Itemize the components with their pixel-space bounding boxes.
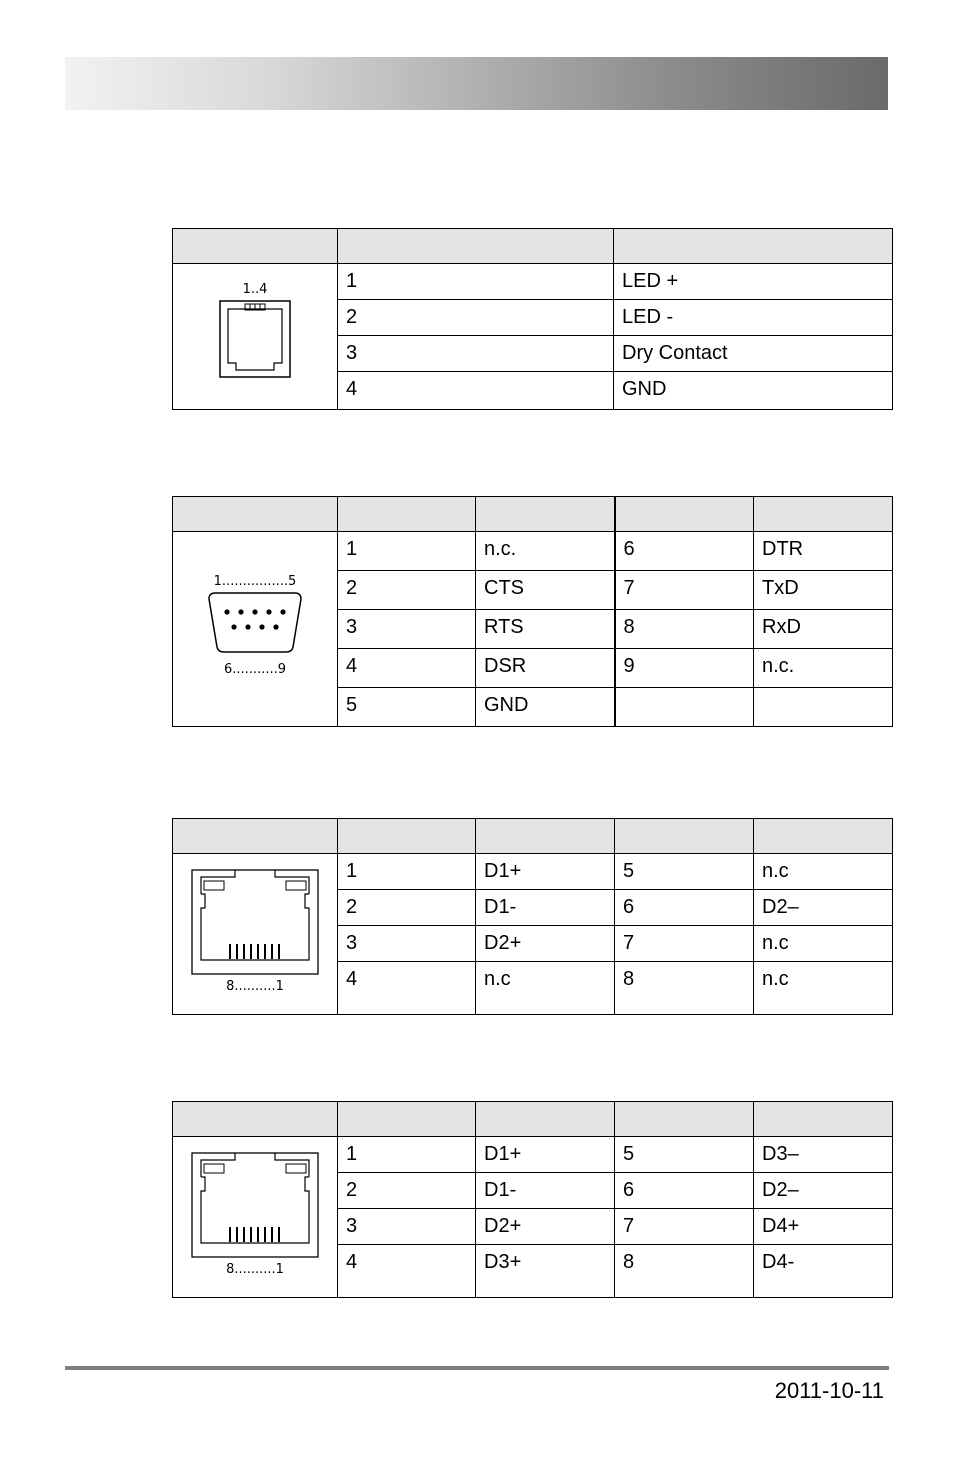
pin-signal: RTS: [476, 610, 615, 649]
pin-number: 1: [338, 1137, 476, 1173]
dsub9-pinout-table: [172, 496, 893, 727]
pin-signal: n.c.: [476, 532, 615, 571]
pin-number: 6: [615, 890, 754, 926]
pin-number: 7: [615, 926, 754, 962]
pin-signal: DTR: [754, 532, 893, 571]
pin-number: 2: [338, 300, 614, 336]
pin-signal: D2+: [476, 1209, 615, 1245]
pin-number: 2: [338, 571, 476, 610]
pin-signal: D1-: [476, 890, 615, 926]
dsub9-connector-icon: [195, 569, 315, 679]
rj11-pinout-table: [172, 228, 893, 410]
pin-number: 5: [338, 688, 476, 727]
dsub9-top-pin-label: 1................5: [213, 573, 297, 589]
pin-number: 3: [338, 610, 476, 649]
pin-number: 1: [338, 854, 476, 890]
pin-number: 2: [338, 890, 476, 926]
pin-signal: n.c: [754, 854, 893, 890]
pin-signal: Dry Contact: [614, 336, 893, 372]
pin-number: 3: [338, 336, 614, 372]
pin-number: 3: [338, 926, 476, 962]
pin-number: 6: [615, 1173, 754, 1209]
pin-number: 8: [615, 610, 754, 649]
footer-rule: [65, 1366, 889, 1370]
pin-signal: n.c: [754, 926, 893, 962]
rj11-connector-diagram: [173, 264, 338, 410]
table-row: [173, 264, 893, 300]
table-header-row: [173, 819, 893, 854]
rj45-connector-diagram: [173, 1137, 338, 1298]
rj45-pinout-table-2: [172, 1101, 893, 1298]
pin-signal: D2+: [476, 926, 615, 962]
pin-signal: n.c.: [754, 649, 893, 688]
pin-signal: D1+: [476, 1137, 615, 1173]
pin-number: 7: [615, 1209, 754, 1245]
table-row: [173, 1137, 893, 1173]
pin-number: 1: [338, 532, 476, 571]
pin-signal: D4-: [754, 1245, 893, 1298]
pin-signal: D1-: [476, 1173, 615, 1209]
rj11-pin-range-label: 1..4: [242, 282, 268, 297]
pin-number: 6: [615, 532, 754, 571]
pin-signal: D2–: [754, 890, 893, 926]
pin-number: 9: [615, 649, 754, 688]
dsub9-bottom-pin-label: 6...........9: [224, 661, 286, 677]
pin-signal: GND: [614, 372, 893, 410]
pin-number: 4: [338, 649, 476, 688]
pin-number: 2: [338, 1173, 476, 1209]
pin-number: 4: [338, 1245, 476, 1298]
pin-number: [615, 688, 754, 727]
rj45-pin-range-label: 8..........1: [226, 978, 284, 994]
pin-signal: D4+: [754, 1209, 893, 1245]
pin-number: 4: [338, 962, 476, 1015]
pin-number: 1: [338, 264, 614, 300]
pin-signal: DSR: [476, 649, 615, 688]
pin-signal: RxD: [754, 610, 893, 649]
table-header-row: [173, 497, 893, 532]
pin-number: 8: [615, 962, 754, 1015]
pin-signal: D3+: [476, 1245, 615, 1298]
pin-signal: D2–: [754, 1173, 893, 1209]
pin-signal: D1+: [476, 854, 615, 890]
rj11-connector-icon: [210, 279, 300, 383]
pin-signal: TxD: [754, 571, 893, 610]
pin-number: 5: [615, 854, 754, 890]
dsub9-connector-diagram: [173, 532, 338, 727]
pin-signal: [754, 688, 893, 727]
pin-number: 7: [615, 571, 754, 610]
pin-signal: n.c: [476, 962, 615, 1015]
footer-date: 2011-10-11: [774, 1378, 884, 1403]
pin-signal: GND: [476, 688, 615, 727]
table-row: [173, 532, 893, 571]
table-row: [173, 854, 893, 890]
pin-number: 4: [338, 372, 614, 410]
pin-signal: LED -: [614, 300, 893, 336]
rj45-connector-icon: [187, 1147, 323, 1277]
pin-signal: CTS: [476, 571, 615, 610]
rj45-connector-icon: [187, 864, 323, 994]
pin-number: 3: [338, 1209, 476, 1245]
table-header-row: [173, 229, 893, 264]
rj45-connector-diagram: [173, 854, 338, 1015]
pin-number: 5: [615, 1137, 754, 1173]
rj45-pinout-table-1: [172, 818, 893, 1015]
pin-signal: D3–: [754, 1137, 893, 1173]
rj45-pin-range-label: 8..........1: [226, 1261, 284, 1277]
pin-signal: LED +: [614, 264, 893, 300]
table-header-row: [173, 1102, 893, 1137]
pin-signal: n.c: [754, 962, 893, 1015]
header-bar: [65, 57, 888, 110]
pin-number: 8: [615, 1245, 754, 1298]
